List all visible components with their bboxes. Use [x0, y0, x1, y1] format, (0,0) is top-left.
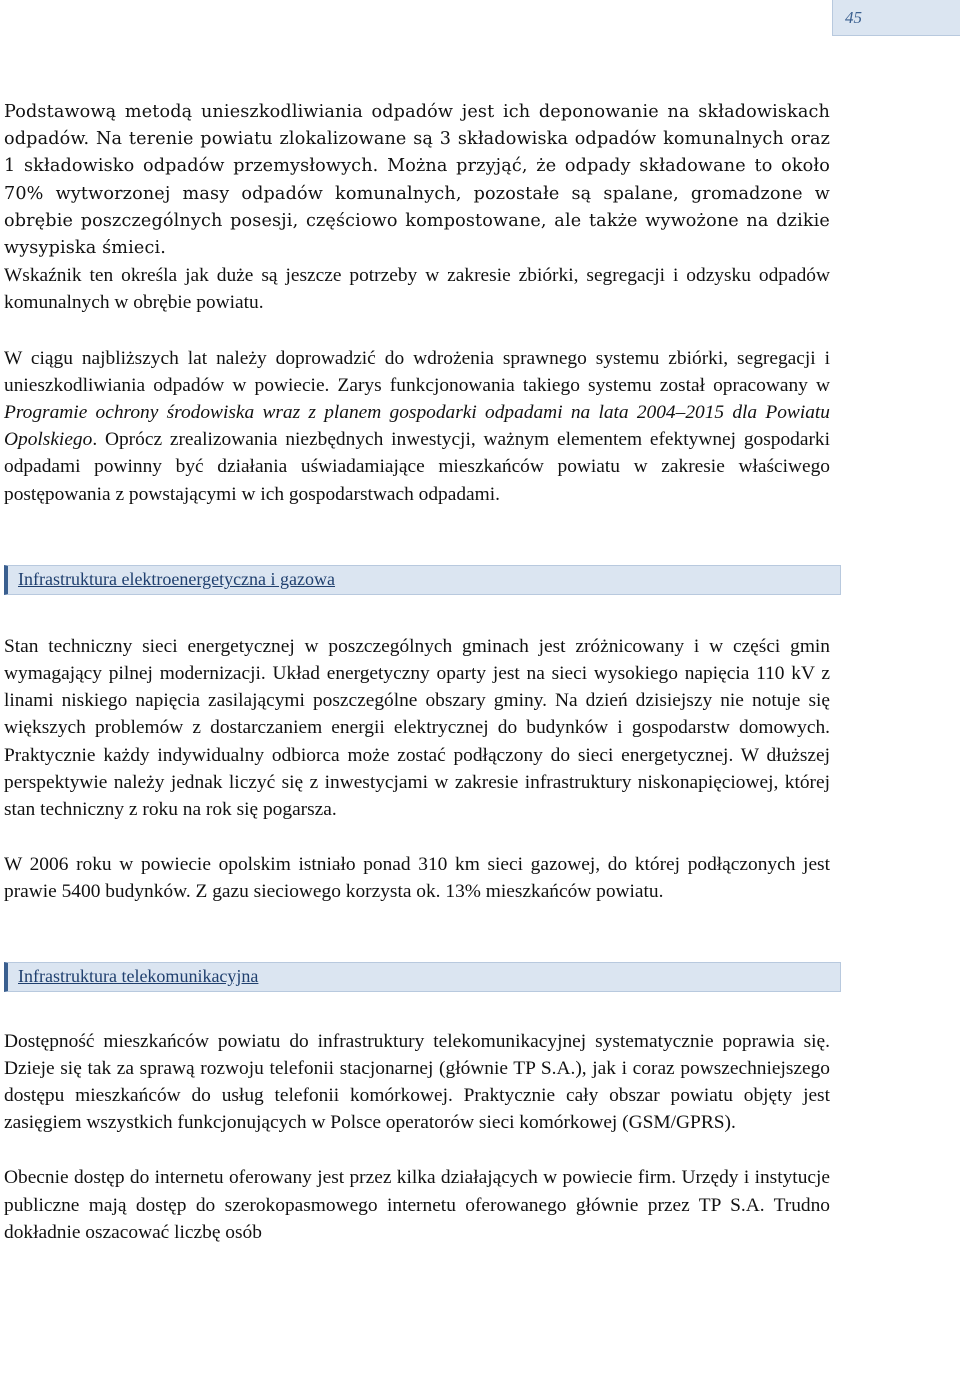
paragraph-energy-network: Stan techniczny sieci energetycznej w poszczególnych gminach jest zróżnicowany i w części gmin wymagający pilnej modernizacji. Układ energetyczny oparty jest na sieci wysokiego napięcia 110 kV z linami niskiego napięcia zasilającymi poszczególne obszary gminy. Na dzień dzisiejszy nie notuje się większych problemów z dostarczaniem energii elektrycznej do budynków i gospodarstw domowych. Praktycznie każdy indywidualny odbiorca może zostać podłączony do sieci energetycznej. W dłuższej perspektywie należy jednak liczyć się z inwestycjami w zakresie infrastruktury niskonapięciowej, której stan techniczny z roku na rok się pogarsza.	[4, 635, 830, 821]
program-title-reference: Programie ochrony środowiska wraz z planem gospodarki odpadami na lata 2004–2015 dla Powiatu Opolskiego	[4, 402, 830, 451]
paragraph-waste-disposal: Podstawową metodą unieszkodliwiania odpadów jest ich deponowanie na składowiskach odpadów. Na terenie powiatu zlokalizowane są 3 składowiska odpadów komunalnych oraz 1 składowisko odpadów przemysłowych. Można przyjąć, że odpady składowane to około 70% wytworzonej masy odpadów komunalnych, pozostałe są spalane, gromadzone w obrębie poszczególnych posesji, częściowo kompostowane, ale także wywożone na dzikie wysypiska śmieci.	[4, 102, 830, 259]
paragraph-gas-network: W 2006 roku w powiecie opolskim istniało ponad 310 km sieci gazowej, do której podłączonych jest prawie 5400 budynków. Z gazu sieciowego korzysta ok. 13% mieszkańców powiatu.	[4, 854, 830, 903]
document-body	[4, 99, 830, 1246]
paragraph-internet-access: Obecnie dostęp do internetu oferowany jest przez kilka działających w powiecie firm. Urzędy i instytucje publiczne mają dostęp do szerokopasmowego internetu oferowanego głównie przez TP S.A. Trudno dokładnie oszacować liczbę osób	[4, 1167, 830, 1243]
page-number: 45	[832, 0, 960, 36]
section-header-telecom	[4, 962, 841, 992]
section-header-energy-gas	[4, 565, 841, 595]
section-title-energy-gas: Infrastruktura elektroenergetyczna i gazowa	[18, 569, 336, 590]
paragraph-waste-system-text-2: . Oprócz zrealizowania niezbędnych inwestycji, ważnym elementem efektywnej gospodarki odpadami powinny być działania uświadamiające mieszkańców powiatu w zakresie właściwego postępowania z powstającymi w ich gospodarstwach odpadami.	[4, 429, 830, 505]
section-title-telecom: Infrastruktura telekomunikacyjna	[18, 966, 259, 987]
paragraph-telecom-access: Dostępność mieszkańców powiatu do infrastruktury telekomunikacyjnej systematycznie poprawia się. Dzieje się tak za sprawą rozwoju telefonii stacjonarnej (głównie TP S.A.), jak i coraz powszechniejszego dostępu mieszkańców do usług telefonii komórkowej. Praktycznie cały obszar powiatu objęty jest zasięgiem wszystkich funkcjonujących w Polsce operatorów sieci komórkowej (GSM/GPRS).	[4, 1030, 830, 1134]
paragraph-waste-system-text-1: W ciągu najbliższych lat należy doprowadzić do wdrożenia sprawnego systemu zbiórki, segregacji i unieszkodliwiania odpadów w powiecie. Zarys funkcjonowania takiego systemu został opracowany w	[4, 347, 830, 396]
paragraph-waste-system	[4, 345, 830, 508]
paragraph-waste-indicator: Wskaźnik ten określa jak duże są jeszcze potrzeby w zakresie zbiórki, segregacji i odzysku odpadów komunalnych w obrębie powiatu.	[4, 265, 830, 314]
